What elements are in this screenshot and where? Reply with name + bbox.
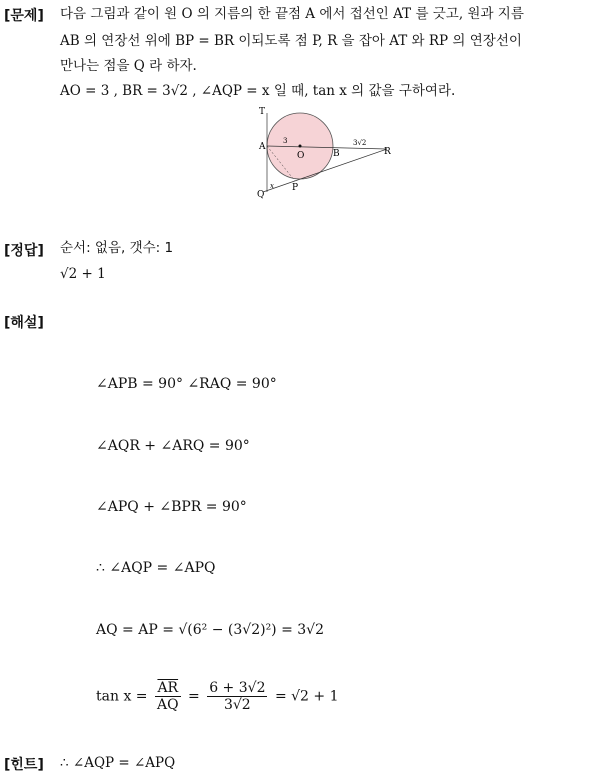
- label-r: R: [384, 147, 391, 157]
- label-3: 3: [283, 137, 288, 145]
- explanation-step-5: AQ = AP = √(6² − (3√2)²) = 3√2: [96, 622, 325, 638]
- geometry-figure: [255, 104, 395, 200]
- explanation-heading: [해설]: [4, 315, 44, 331]
- label-o: O: [297, 151, 305, 161]
- center-point: [299, 145, 302, 148]
- step6-rhs: = √2 + 1: [274, 688, 339, 705]
- label-q: Q: [257, 190, 265, 200]
- problem-line-3: 만나는 점을 Q 라 하자.: [60, 58, 197, 74]
- explanation-step-2: ∠AQR + ∠ARQ = 90°: [96, 438, 250, 454]
- step6-f1-numerator: $\overline{AR}$: [155, 680, 181, 697]
- explanation-step-3: ∠APQ + ∠BPR = 90°: [96, 499, 247, 515]
- answer-value: √2 + 1: [60, 266, 106, 282]
- explanation-step-6: [96, 680, 338, 713]
- explanation-step-4: ∴ ∠AQP = ∠APQ: [96, 560, 216, 576]
- step6-f2-denominator: 3√2: [223, 697, 251, 713]
- problem-heading: [문제]: [4, 8, 44, 24]
- explanation-step-1: ∠APB = 90° ∠RAQ = 90°: [96, 376, 277, 392]
- problem-line-4: AO = 3 , BR = 3√2 , ∠AQP = x 일 때, tan x 의 값을 구하여라.: [60, 83, 456, 99]
- answer-meta: 순서: 없음, 갯수: 1: [60, 240, 174, 256]
- label-x: x: [270, 182, 274, 190]
- answer-heading: [정답]: [4, 243, 44, 259]
- step6-f2-numerator: 6 + 3√2: [209, 680, 266, 696]
- step6-lhs: tan x =: [96, 688, 148, 705]
- step6-equals: =: [188, 688, 200, 705]
- step6-f1-denominator: AQ: [156, 697, 179, 713]
- step6-fraction-2: [207, 680, 267, 713]
- label-b: B: [333, 149, 340, 159]
- label-p: P: [292, 183, 299, 193]
- problem-line-1: 다음 그림과 같이 원 O 의 지름의 한 끝점 A 에서 접선인 AT 를 긋고, 원과 지름: [60, 6, 524, 22]
- hint-text: ∴ ∠AQP = ∠APQ: [60, 755, 176, 771]
- problem-line-2: AB 의 연장선 위에 BP = BR 이되도록 점 P, R 을 잡아 AT 와 RP 의 연장선이: [60, 33, 522, 49]
- hint-heading: [힌트]: [4, 757, 44, 773]
- label-a: A: [259, 142, 266, 152]
- label-t: T: [259, 107, 266, 117]
- step6-fraction-1: [155, 680, 181, 713]
- label-3sqrt2: 3√2: [353, 139, 367, 147]
